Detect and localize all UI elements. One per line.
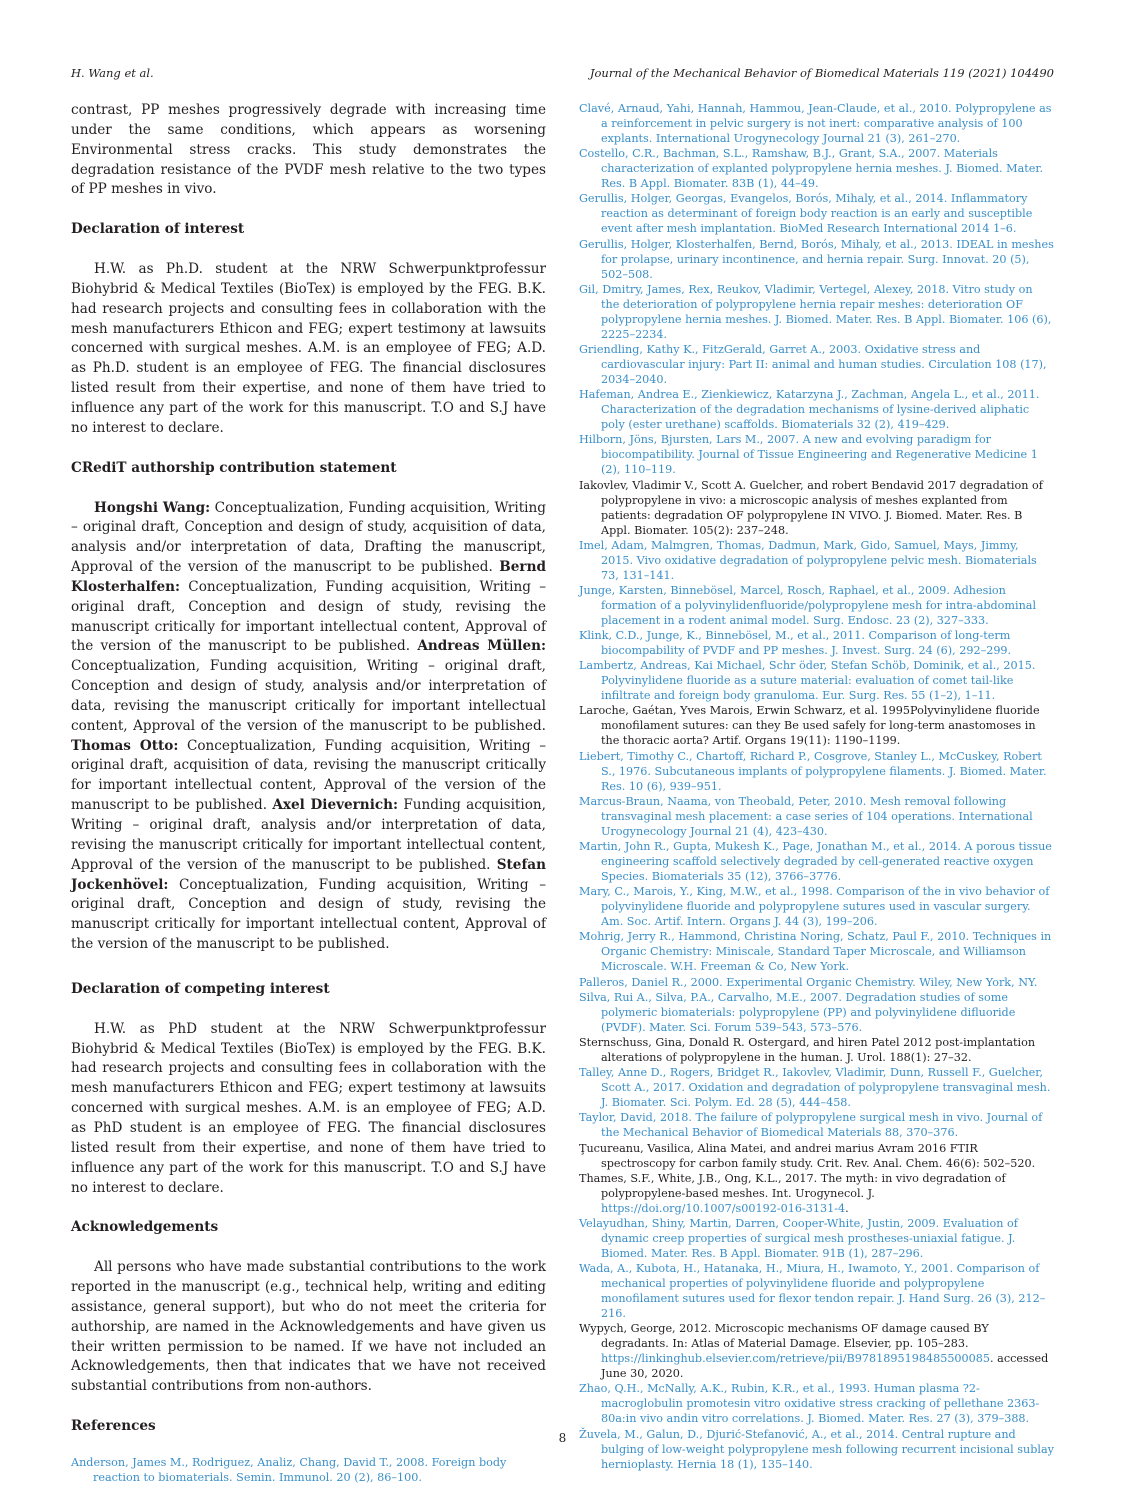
reference-item[interactable]	[579, 342, 1054, 387]
page-number: 8	[558, 1431, 567, 1445]
credit-heading: CRediT authorship contribution statement	[71, 459, 397, 476]
reference-item[interactable]	[579, 884, 1054, 929]
credit-body	[71, 499, 546, 955]
reference-item	[579, 1141, 1054, 1171]
credit-author-roles: Conceptualization, Funding acquisition, Writing – original draft, Conception and design of study, revising the manuscript critically for important intellectual content, Approval of the version of the manuscript to be published.	[71, 578, 546, 655]
reference-item[interactable]	[579, 975, 1054, 990]
reference-text: Sternschuss, Gina, Donald R. Ostergard, and hiren Patel 2012 post-implantation alterations of polypropylene in the human. J. Urol. 188(1): 27–32.	[579, 1035, 1036, 1064]
right-column	[579, 101, 1054, 1472]
left-column	[71, 101, 546, 1485]
reference-text: Ţucureanu, Vasilica, Alina Matei, and andrei marius Avram 2016 FTIR spectroscopy for carbon family study. Crit. Rev. Anal. Chem. 46(6): 502–520.	[579, 1141, 1036, 1170]
reference-item[interactable]: Anderson, James M., Rodriguez, Analiz, Chang, David T., 2008. Foreign body reaction to biomaterials. Semin. Immunol. 20 (2), 86–100.	[71, 1455, 507, 1484]
reference-item[interactable]	[579, 191, 1054, 236]
reference-text: Klink, C.D., Junge, K., Binnebösel, M., et al., 2011. Comparison of long-term biocompability of PVDF and PP meshes. J. Invest. Surg. 24 (6), 292–299.	[579, 629, 1012, 658]
reference-item[interactable]	[579, 628, 1054, 658]
running-header-journal: Journal of the Mechanical Behavior of Biomedical Materials 119 (2021) 104490	[589, 66, 1054, 80]
reference-item[interactable]	[579, 1065, 1054, 1110]
reference-item[interactable]	[579, 794, 1054, 839]
reference-text: Griendling, Kathy K., FitzGerald, Garret A., 2003. Oxidative stress and cardiovascular injury: Part II: animal and human studies. Circulation 108 (17), 2034–2040.	[579, 342, 1047, 386]
reference-text-tail: . accessed June 30, 2020.	[601, 1352, 1049, 1381]
reference-text: Hafeman, Andrea E., Zienkiewicz, Katarzyna J., Zachman, Angela L., et al., 2011. Characterization of the degradation mechanisms of lysine-derived aliphatic poly (ester urethane) scaffolds. Biomaterials 32 (2), 419–429.	[579, 388, 1040, 432]
reference-text: Zhao, Q.H., McNally, A.K., Rubin, K.R., et al., 1993. Human plasma ?2-macroglobulin promotesin vitro oxidative stress cracking of pellethane 2363-80a:in vivo andin vitro correlations. J. Biomed. Mater. Res. 27 (3), 379–388.	[579, 1382, 1040, 1426]
running-header-authors: H. Wang et al.	[71, 66, 154, 80]
reference-item[interactable]	[579, 929, 1054, 974]
reference-item[interactable]	[579, 583, 1054, 628]
reference-text: Mohrig, Jerry R., Hammond, Christina Noring, Schatz, Paul F., 2010. Techniques in Organic Chemistry: Miniscale, Standard Taper Microscale, and Williamson Microscale. W.H. Freeman & Co, New York.	[579, 930, 1052, 974]
reference-text: Hilborn, Jöns, Bjursten, Lars M., 2007. A new and evolving paradigm for biocompatibility. Journal of Tissue Engineering and Regenerative Medicine 1 (2), 110–119.	[579, 433, 1038, 477]
reference-item	[579, 478, 1054, 538]
reference-item[interactable]	[579, 237, 1054, 282]
credit-author-name: Thomas Otto:	[71, 737, 179, 754]
reference-item	[579, 703, 1054, 748]
reference-text: Taylor, David, 2018. The failure of polypropylene surgical mesh in vivo. Journal of the Mechanical Behavior of Biomedical Materials 88, 370–376.	[579, 1111, 1043, 1140]
reference-text: Palleros, Daniel R., 2000. Experimental Organic Chemistry. Wiley, New York, NY.	[579, 975, 1038, 989]
reference-text: Costello, C.R., Bachman, S.L., Ramshaw, B.J., Grant, S.A., 2007. Materials characterization of explanted polypropylene hernia meshes. J. Biomed. Mater. Res. B Appl. Biomater. 83B (1), 44–49.	[579, 147, 1044, 191]
reference-item	[579, 1321, 1054, 1381]
reference-text: Martin, John R., Gupta, Mukesh K., Page, Jonathan M., et al., 2014. A porous tissue engineering scaffold selectively degraded by cell-generated reactive oxygen Species. Biomaterials 35 (12), 3766–3776.	[579, 840, 1052, 883]
reference-item[interactable]	[579, 1261, 1054, 1321]
reference-text: Gerullis, Holger, Klosterhalfen, Bernd, Borós, Mihaly, et al., 2013. IDEAL in meshes for prolapse, urinary incontinence, and hernia repair. Surg. Innovat. 20 (5), 502–508.	[579, 237, 1054, 281]
acknowledgements-body: All persons who have made substantial contributions to the work reported in the manuscript (e.g., technical help, writing and editing assistance, general support), but who do not meet the criteria for authorship, are named in the Acknowledgements and have given us their written permission to be named. If we have not included an Acknowledgements, then that indicates that we have not received substantial contributions from non-authors.	[71, 1259, 546, 1395]
reference-text: Wada, A., Kubota, H., Hatanaka, H., Miura, H., Iwamoto, Y., 2001. Comparison of mechanical properties of polyvinylidene fluoride and polypropylene monofilament sutures used for flexor tendon repair. J. Hand Surg. 26 (3), 212–216.	[579, 1262, 1046, 1321]
credit-author-roles: Conceptualization, Funding acquisition, Writing – original draft, Conception and design of study, revising the manuscript critically for important intellectual content, Approval of the version of the manuscript to be published.	[71, 876, 546, 953]
credit-author-roles: Funding acquisition, Writing – original draft, analysis and/or interpretation of data, revising the manuscript critically for important intellectual content, Approval of the version of the manuscript to be published.	[71, 797, 547, 873]
reference-text-tail: .	[845, 1201, 849, 1215]
reference-item[interactable]	[579, 658, 1054, 703]
reference-item[interactable]	[579, 538, 1054, 583]
reference-text: Velayudhan, Shiny, Martin, Darren, Cooper-White, Justin, 2009. Evaluation of dynamic creep properties of surgical mesh prostheses-uniaxial fatigue. J. Biomed. Mater. Res. B Appl. Biomater. 91B (1), 287–296.	[579, 1216, 1018, 1260]
reference-item[interactable]	[579, 990, 1054, 1035]
competing-body: H.W. as PhD student at the NRW Schwerpunktprofessur Biohybrid & Medical Textiles (BioTex) is employed by the FEG. B.K. had research projects and consulting fees in collaboration with the mesh manufacturers Ethicon and FEG; expert testimony at lawsuits concerned with surgical meshes. A.M. is an employee of FEG; A.D. as PhD student is an employee of FEG. The financial disclosures listed result from their expertise, and none of them have tried to influence any part of the work for this manuscript. T.O and S.J have no interest to declare.	[71, 1020, 546, 1196]
reference-item[interactable]	[579, 387, 1054, 432]
reference-item[interactable]	[579, 1381, 1054, 1426]
references-heading: References	[71, 1418, 156, 1435]
credit-author-roles: Conceptualization, Funding acquisition, Writing – original draft, Conception and design of study, analysis and/or interpretation of data, revising the manuscript critically for important intellectual content, Approval of the version of the manuscript to be published.	[71, 658, 546, 734]
reference-text: Iakovlev, Vladimir V., Scott A. Guelcher, and robert Bendavid 2017 degradation of polypropylene in vivo: a microscopic analysis of meshes explanted from patients: degradation OF polypropylene IN VIVO. J. Biomed. Mater. Res. B Appl. Biomater. 105(2): 237–248.	[579, 478, 1043, 537]
reference-text: Thames, S.F., White, J.B., Ong, K.L., 2017. The myth: in vivo degradation of polypropylene-based meshes. Int. Urogynecol. J.	[579, 1171, 1006, 1200]
reference-item[interactable]	[579, 1216, 1054, 1261]
reference-list	[579, 101, 1054, 1472]
reference-item	[579, 1171, 1054, 1216]
reference-text: Talley, Anne D., Rogers, Bridget R., Iakovlev, Vladimir, Dunn, Russell F., Guelcher, Scott A., 2017. Oxidation and degradation of polypropylene transvaginal mesh. J. Biomater. Sci. Polym. Ed. 28 (5), 444–458.	[579, 1066, 1051, 1110]
credit-author-roles: Conceptualization, Funding acquisition, Writing – original draft, acquisition of data, revising the manuscript critically for important intellectual content, Approval of the version of the manuscript to be published.	[71, 737, 546, 814]
reference-link[interactable]: https://doi.org/10.1007/s00192-016-3131-4	[601, 1201, 846, 1215]
reference-item[interactable]	[579, 432, 1054, 477]
reference-item[interactable]	[579, 839, 1054, 884]
reference-item[interactable]	[579, 101, 1054, 146]
reference-text: Marcus-Braun, Naama, von Theobald, Peter, 2010. Mesh removal following transvaginal mesh placement: a case series of 104 operations. International Urogynecology Journal 21 (4), 423–430.	[579, 794, 1033, 838]
interest-heading: Declaration of interest	[71, 221, 245, 238]
reference-text: Lambertz, Andreas, Kai Michael, Schr öder, Stefan Schöb, Dominik, et al., 2015. Polyvinylidene fluoride as a suture material: evaluation of comet tail-like infiltrate and foreign body granuloma. Eur. Surg. Res. 55 (1–2), 1–11.	[579, 659, 1036, 703]
reference-item[interactable]	[579, 1110, 1054, 1140]
reference-text: Mary, C., Marois, Y., King, M.W., et al., 1998. Comparison of the in vivo behavior of polyvinylidene fluoride and polypropylene sutures used in vascular surgery. Am. Soc. Artif. Intern. Organs J. 44 (3), 199–206.	[579, 885, 1050, 929]
credit-author-roles: Conceptualization, Funding acquisition, Writing – original draft, Conception and design of study, acquisition of data, analysis and/or interpretation of data, Drafting the manuscript, Approval of the version of the manuscript to be published.	[71, 499, 546, 576]
credit-author-name: Bernd Klosterhalfen:	[71, 559, 546, 595]
reference-item	[579, 1035, 1054, 1065]
reference-item[interactable]	[579, 749, 1054, 794]
credit-author-name: Hongshi Wang:	[94, 499, 211, 516]
reference-text: Clavé, Arnaud, Yahi, Hannah, Hammou, Jean-Claude, et al., 2010. Polypropylene as a reinforcement in pelvic surgery is not inert: comparative analysis of 100 explants. International Urogynecology Journal 21 (3), 261–270.	[579, 102, 1052, 145]
reference-text: Gerullis, Holger, Georgas, Evangelos, Borós, Mihaly, et al., 2014. Inflammatory reaction as determinant of foreign body reaction is an early and susceptible event after mesh implantation. BioMed Research International 2014 1–6.	[579, 192, 1033, 236]
reference-text: Junge, Karsten, Binnebösel, Marcel, Rosch, Raphael, et al., 2009. Adhesion formation of a polyvinylidenfluoride/polypropylene mesh for intra-abdominal placement in a rodent animal model. Surg. Endosc. 23 (2), 327–333.	[579, 583, 1037, 627]
intro-paragraph: contrast, PP meshes progressively degrade with increasing time under the same conditions, which appears as worsening Environmental stress cracks. This study demonstrates the degradation resistance of the PVDF mesh relative to the two types of PP meshes in vivo.	[71, 102, 546, 198]
reference-text: Wypych, George, 2012. Microscopic mechanisms OF damage caused BY degradants. In: Atlas of Material Damage. Elsevier, pp. 105–283.	[579, 1322, 989, 1351]
interest-body: H.W. as Ph.D. student at the NRW Schwerpunktprofessur Biohybrid & Medical Textiles (BioTex) is employed by the FEG. B.K. had research projects and consulting fees in collaboration with the mesh manufacturers Ethicon and FEG; expert testimony at lawsuits concerned with surgical meshes. A.M. is an employee of FEG; A.D. as Ph.D. student is an employee of FEG. The financial disclosures listed result from their expertise, and none of them have tried to influence any part of the work for this manuscript. T.O and S.J have no interest to declare.	[71, 261, 546, 436]
competing-heading: Declaration of competing interest	[71, 980, 330, 997]
reference-item[interactable]	[579, 282, 1054, 342]
reference-link[interactable]: https://linkinghub.elsevier.com/retrieve/pii/B9781895198485500085	[601, 1352, 991, 1366]
credit-author-name: Stefan Jockenhövel:	[71, 856, 546, 893]
reference-text: Liebert, Timothy C., Chartoff, Richard P., Cosgrove, Stanley L., McCuskey, Robert S., 1976. Subcutaneous implants of polypropylene filaments. J. Biomed. Mater. Res. 10 (6), 939–951.	[579, 749, 1047, 793]
credit-author-name: Andreas Müllen:	[417, 638, 546, 655]
reference-text: Silva, Rui A., Silva, P.A., Carvalho, M.E., 2007. Degradation studies of some polymeric biomaterials: polypropylene (PP) and polyvinylidene difluoride (PVDF). Mater. Sci. Forum 539–543, 573–576.	[579, 990, 1016, 1034]
reference-item[interactable]	[579, 146, 1054, 191]
reference-text: Gil, Dmitry, James, Rex, Reukov, Vladimir, Vertegel, Alexey, 2018. Vitro study on the deterioration of polypropylene hernia repair meshes: deterioration OF polypropylene hernia meshes. J. Biomed. Mater. Res. B Appl. Biomater. 106 (6), 2225–2234.	[579, 282, 1052, 341]
reference-text: Žuvela, M., Galun, D., Djurić-Stefanović, A., et al., 2014. Central rupture and bulging of low-weight polypropylene mesh following recurrent incisional sublay hernioplasty. Hernia 18 (1), 135–140.	[579, 1427, 1054, 1471]
credit-author-name: Axel Dievernich:	[272, 797, 399, 814]
reference-text: Laroche, Gaétan, Yves Marois, Erwin Schwarz, et al. 1995Polyvinylidene fluoride monofilament sutures: can they Be used safely for long-term anastomoses in the thoracic aorta? Artif. Organs 19(11): 1190–1199.	[579, 704, 1040, 748]
acknowledgements-heading: Acknowledgements	[71, 1219, 219, 1236]
reference-text: Imel, Adam, Malmgren, Thomas, Dadmun, Mark, Gido, Samuel, Mays, Jimmy, 2015. Vivo oxidative degradation of polypropylene pelvic mesh. Biomaterials 73, 131–141.	[579, 538, 1037, 582]
